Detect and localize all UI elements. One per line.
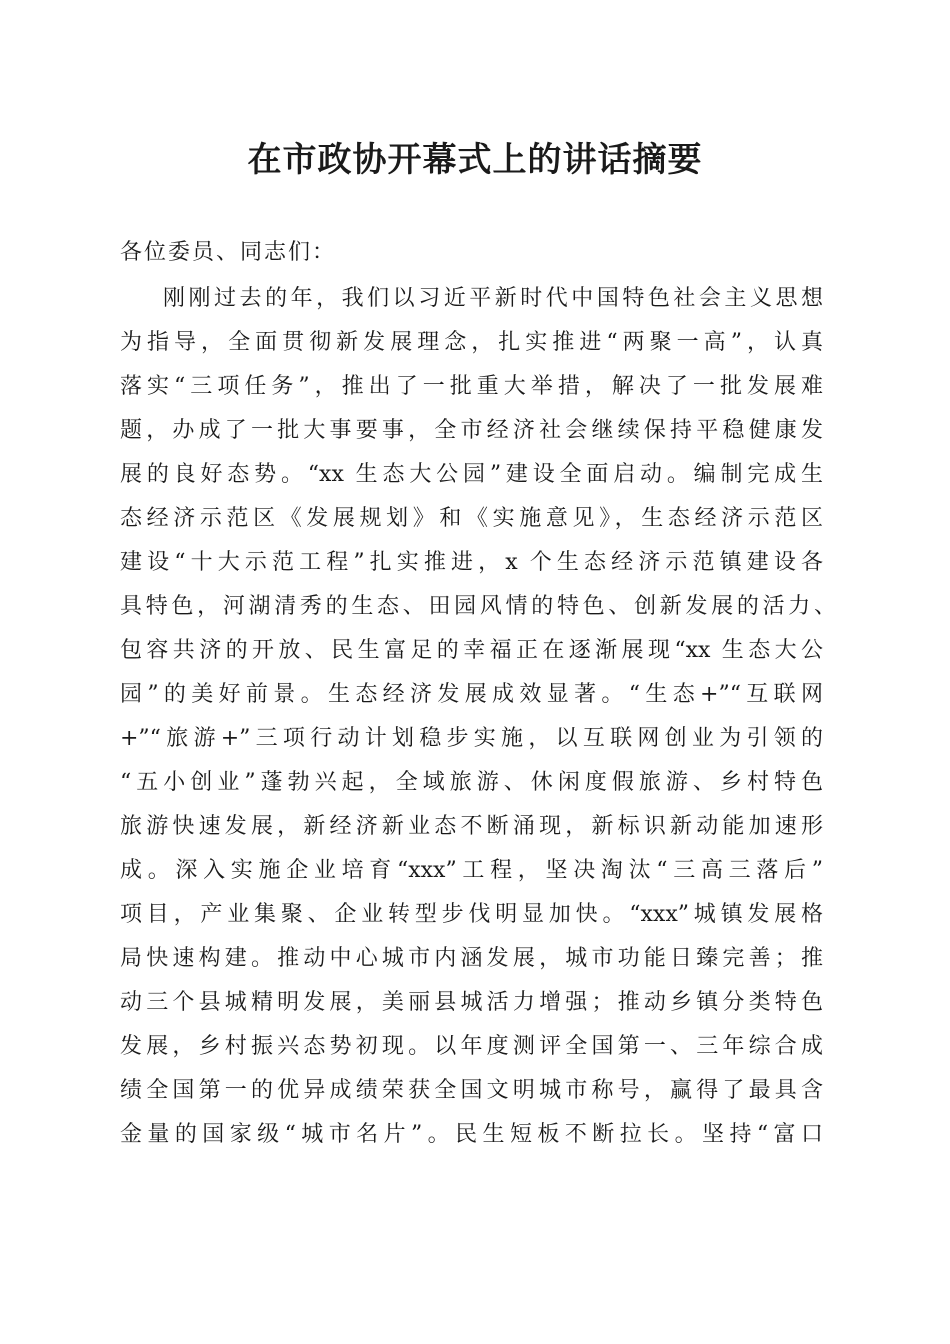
- paragraph-line: 旅游快速发展，新经济新业态不断涌现，新标识新动能加速形: [120, 814, 823, 839]
- paragraph-line: +”“旅游+”三项行动计划稳步实施，以互联网创业为引领的: [120, 726, 823, 751]
- paragraph-line: 园”的美好前景。生态经济发展成效显著。“生态+”“互联网: [120, 682, 823, 707]
- paragraph-line: 发展，乡村振兴态势初现。以年度测评全国第一、三年综合成: [120, 1034, 823, 1059]
- paragraph-line: 项目，产业集聚、企业转型步伐明显加快。“xxx”城镇发展格: [120, 902, 823, 927]
- salutation: 各位委员、同志们：: [120, 240, 337, 265]
- paragraph-line: 建设“十大示范工程”扎实推进，x 个生态经济示范镇建设各: [120, 550, 823, 575]
- paragraph-line: “五小创业”蓬勃兴起，全域旅游、休闲度假旅游、乡村特色: [120, 770, 823, 795]
- paragraph-line: 局快速构建。推动中心城市内涵发展，城市功能日臻完善；推: [120, 946, 823, 971]
- paragraph-line: 成。深入实施企业培育“xxx”工程，坚决淘汰“三高三落后”: [120, 858, 823, 883]
- paragraph-line: 为指导，全面贯彻新发展理念，扎实推进“两聚一高”，认真: [120, 330, 823, 355]
- paragraph-line: 绩全国第一的优异成绩荣获全国文明城市称号，赢得了最具含: [120, 1078, 823, 1103]
- paragraph-line: 包容共济的开放、民生富足的幸福正在逐渐展现“xx 生态大公: [120, 638, 823, 663]
- document-title: 在市政协开幕式上的讲话摘要: [247, 140, 703, 180]
- paragraph-line: 落实“三项任务”，推出了一批重大举措，解决了一批发展难: [120, 374, 823, 399]
- paragraph-line: 刚刚过去的年，我们以习近平新时代中国特色社会主义思想: [163, 286, 823, 311]
- paragraph-line: 题，办成了一批大事要事，全市经济社会继续保持平稳健康发: [120, 418, 823, 443]
- paragraph-line: 态经济示范区《发展规划》和《实施意见》，生态经济示范区: [120, 506, 823, 531]
- paragraph-line: 动三个县城精明发展，美丽县城活力增强；推动乡镇分类特色: [120, 990, 823, 1015]
- paragraph-line: 展的良好态势。“xx 生态大公园”建设全面启动。编制完成生: [120, 462, 823, 487]
- paragraph-line: 具特色，河湖清秀的生态、田园风情的特色、创新发展的活力、: [120, 594, 836, 619]
- paragraph-line: 金量的国家级“城市名片”。民生短板不断拉长。坚持“富口: [120, 1122, 823, 1147]
